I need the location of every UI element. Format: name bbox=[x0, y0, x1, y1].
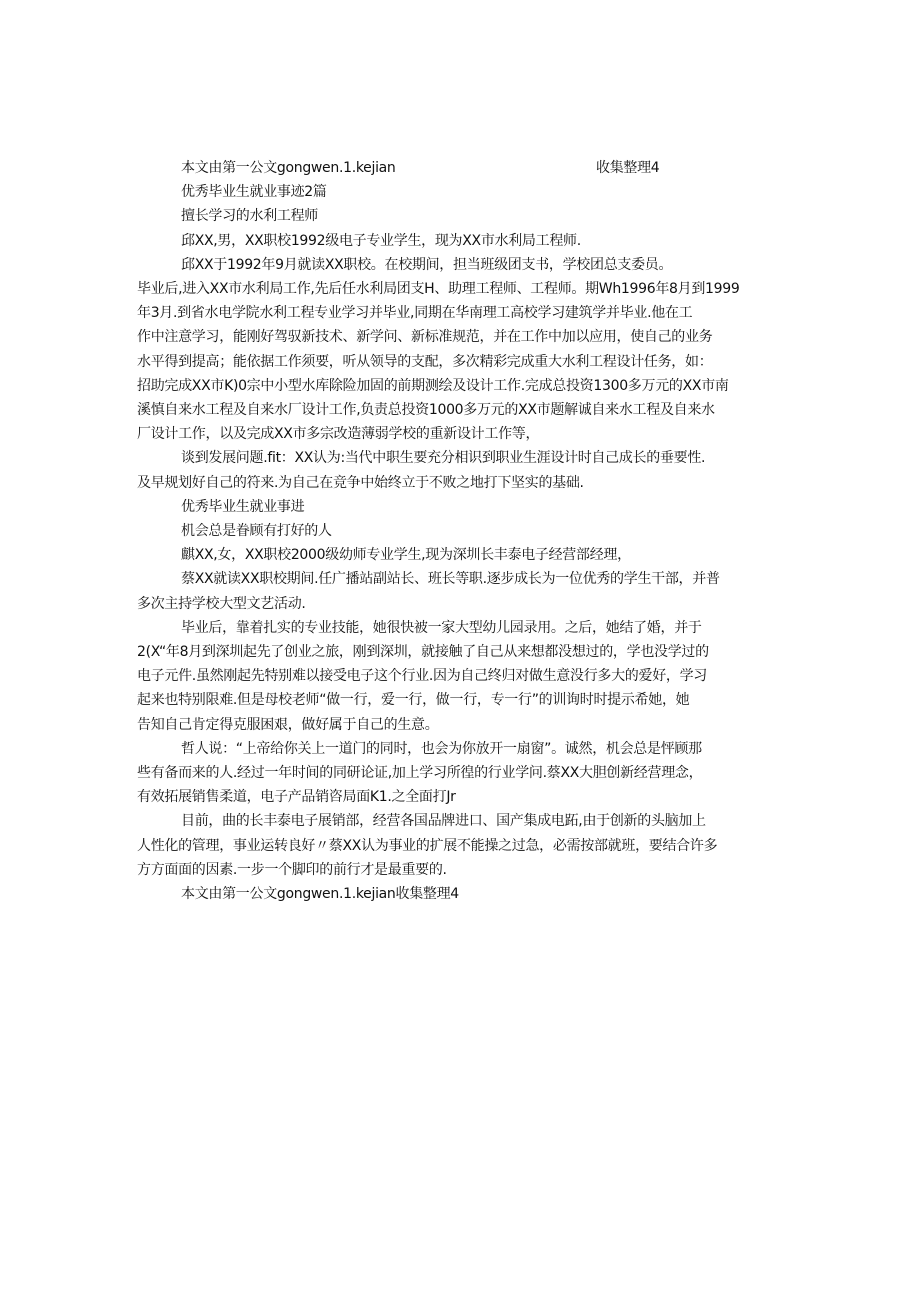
doc-title: 优秀毕业生就业事迹2篇 bbox=[181, 184, 327, 201]
paragraph-line: 邱XX于1992年9月就读XX职校。在校期间，担当班级团支书，学校团总支委员。 bbox=[181, 256, 673, 273]
section-heading: 擅长学习的水利工程师 bbox=[181, 208, 318, 225]
paragraph-line: 谈到发展问题.fit：XX认为:当代中职生要充分相识到职业生涯设计时自己成长的垂要性. bbox=[181, 450, 706, 467]
paragraph-line: 告知自己肯定得克服困艰，做好属于自己的生意。 bbox=[137, 716, 439, 733]
paragraph-line: 蔡XX就读XX职校期间.任广播站副站长、班长等职.逐步成长为一位优秀的学生干部，并普 bbox=[181, 571, 720, 588]
paragraph-line: 些有备而来的人.经过一年时间的同研论证,加上学习所徨的行业学问.蔡XX大胆创新经营理念， bbox=[137, 765, 703, 782]
paragraph-line: 邱XX,男，XX职校1992级电子专业学生，现为XX市水利局工程师. bbox=[181, 232, 581, 249]
paragraph-line: 电子元件.虽然刚起先特别难以接受电子这个行业.因为自己终归对做生意没行多大的爱好，学习 bbox=[137, 668, 707, 685]
paragraph-line: 厂设计工作，以及完成XX市多宗改造薄弱学校的重新设计工作等， bbox=[137, 426, 540, 443]
paragraph-line: 目前，曲的长丰泰电子展销部，经营各国品牌进口、国产集成电跖,由于创新的头脑加上 bbox=[181, 813, 706, 830]
paragraph-line: 毕业后,进入XX市水利局工作,先后任水利局团支H、助理工程师、工程师。期Wh1996年8月到1999 bbox=[137, 281, 740, 298]
section-subheading: 机会总是眷顾有打好的人 bbox=[181, 523, 332, 540]
section-heading: 优秀毕业生就业事进 bbox=[181, 498, 305, 515]
document-page bbox=[137, 156, 787, 906]
paragraph-line: 年3月.到省水电学院水利工程专业学习并毕业,同期在华南理工高校学习建筑学并毕业.他在工 bbox=[137, 305, 693, 322]
paragraph-line: 多次主持学校大型文艺活动. bbox=[137, 595, 306, 612]
paragraph-line: 起来也特别限难.但是母校老师“做一行，爱一行，做一行，专一行”的训询时时提示希她，她 bbox=[137, 692, 690, 709]
paragraph-line: 作中注意学习，能刚好驾驭新技术、新学问、新标准规范，并在工作中加以应用，使自己的业务 bbox=[137, 329, 713, 346]
paragraph-line: 2(X“年8月到深圳起先了创业之旅，刚到深圳，就接触了自己从来想都没想过的，学也没学过的 bbox=[137, 644, 709, 661]
paragraph-line: 哲人说：“上帝给你关上一道门的同时，也会为你放开一扇窗”。诚然，机会总是怦顾那 bbox=[181, 740, 702, 757]
paragraph-line: 及早规划好自己的符来.为自己在竞争中始终立于不败之地打下坚实的基础. bbox=[137, 474, 584, 491]
paragraph-line: 水平得到提高；能依据工作须要，听从领导的支配，多次精彩完成重大水利工程设计任务，如： bbox=[137, 353, 713, 370]
page-footer: 本文由第一公文gongwen.1.kejian收集整理4 bbox=[181, 886, 459, 903]
paragraph-line: 有效拓展销售柔道，电子产品销咨局面K1.之全面打Jr bbox=[137, 789, 456, 806]
header-left-text: 本文由第一公文gongwen.1.kejian bbox=[181, 160, 396, 176]
paragraph-line: 毕业后，靠着扎实的专业技能，她很快被一家大型幼儿园录用。之后，她结了婚，并于 bbox=[181, 619, 702, 636]
paragraph-line: 溪慎自来水工程及自来水厂设计工作,负责总投资1000多万元的XX市题解诚自来水工程及自来水 bbox=[137, 402, 715, 419]
header-right-text: 收集整理4 bbox=[596, 160, 660, 176]
paragraph-line: 人性化的管理，事业运转良好〃蔡XX认为事业的扩展不能操之过急，必需按部就班，要结合许多 bbox=[137, 837, 718, 854]
paragraph-line: 麒XX,女，XX职校2000级幼师专业学生,现为深圳长丰泰电子经营部经理， bbox=[181, 547, 631, 564]
paragraph-line: 方方面面的因素.一步一个脚印的前行才是最重要的. bbox=[137, 861, 447, 878]
paragraph-line: 招助完成XX市K)0宗中小型水库除险加固的前期测绘及设计工作.完成总投资1300多万元的XX市南 bbox=[137, 377, 729, 394]
page-header bbox=[137, 156, 787, 180]
